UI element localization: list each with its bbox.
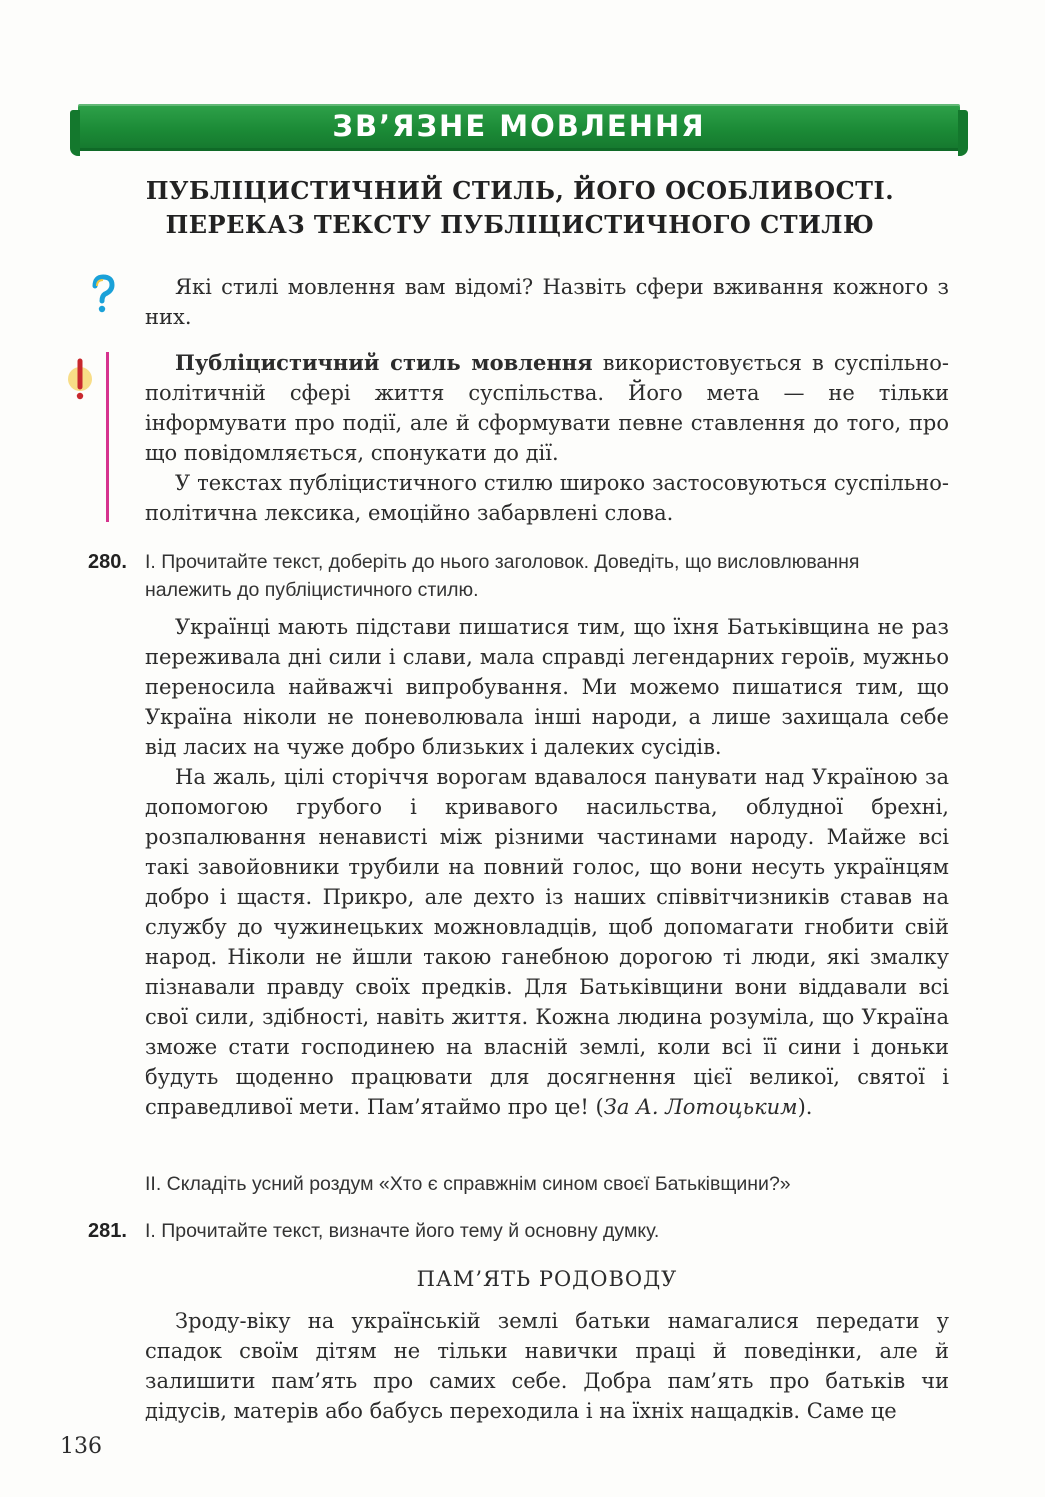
rule-definition	[145, 348, 949, 468]
exclamation-icon	[66, 355, 100, 405]
section-banner	[78, 104, 960, 148]
exercise-281-task: І. Прочитайте текст, визначте його тему й основну думку.	[145, 1220, 660, 1242]
exercise-281-number: 281.	[88, 1220, 127, 1242]
rule-definition-text: використовується в суспільно-політичній сфері життя суспільства. Його мета — не тільки інформувати про події, але й сформувати певне ставлення до того, про що повідомляється, спонукати до дії.	[145, 351, 950, 465]
page-number: 136	[60, 1434, 102, 1459]
question-text: Які стилі мовлення вам відомі? Назвіть сфери вживання кожного з них.	[145, 275, 949, 329]
lesson-heading-line-1: ПУБЛІЦИСТИЧНИЙ СТИЛЬ, ЙОГО ОСОБЛИВОСТІ.	[145, 176, 895, 205]
rule-term: Публіцистичний стиль мовлення	[175, 350, 593, 375]
lesson-heading-line-2: ПЕРЕКАЗ ТЕКСТУ ПУБЛІЦИСТИЧНОГО СТИЛЮ	[165, 210, 875, 239]
section-banner-title: ЗВ’ЯЗНЕ МОВЛЕННЯ	[332, 109, 706, 143]
text-title: ПАМ’ЯТЬ РОДОВОДУ	[416, 1267, 678, 1291]
exercise-280-number: 280.	[88, 551, 127, 573]
source-author: За А. Лотоцьким	[603, 1095, 798, 1119]
exercise-280-task: І. Прочитайте текст, доберіть до нього заголовок. Доведіть, що висловлювання належить до публіцистичного стилю.	[145, 551, 860, 601]
exercise-280-paragraph-1: Українці мають підстави пишатися тим, що їхня Батьківщина не раз переживала дні сили і слави, мала справді легендарних героїв, мужньо переносила найважчі випробування. Ми можемо пишатися тим, що Україна ніколи не поневолювала інші народи, а лише захищала себе від ласих на чуже добро близьких і далеких сусідів.	[145, 615, 949, 759]
exercise-280-task-2: ІІ. Складіть усний роздум «Хто є справжнім сином своєї Батьківщини?»	[145, 1173, 791, 1195]
exercise-281-paragraph-1: Зроду-віку на українській землі батьки намагалися передати у спадок своїм дітям не тільки навички праці й поведінки, але й залишити пам’ять про самих себе. Добра пам’ять про батьків чи дідусів, матерів або бабусь переходила і на їхніх нащадків. Саме це	[145, 1309, 949, 1423]
exercise-280-paragraph-2	[145, 762, 949, 1122]
rule-marker-bar	[106, 352, 109, 522]
source-open: (	[595, 1095, 604, 1119]
source-close: ).	[797, 1095, 813, 1119]
exercise-280-paragraph-2-text: На жаль, цілі сторіччя ворогам вдавалося панувати над Україною за допомогою грубого і кривавого насильства, облудної брехні, розпалювання ненависті між різними частинами народу. Майже всі такі завойовники трубили на повний голос, що вони несуть українцям добро і щастя. Прикро, але дехто із наших співвітчизників ставав на службу до чужинецьких можновладців, щоб допомагати гнобити свій народ. Ніколи не йшли такою ганебною дорогою ті люди, які змалку пізнавали правду своїх предків. Для Батьківщини вони віддавали всі свої сили, здібності, навіть життя. Кожна людина розуміла, що Україна зможе стати господинею на власній землі, коли всі її сини і доньки будуть щоденно працювати для досягнення цієї великої, святої і справедливої мети. Пам’ятаймо про це!	[145, 765, 949, 1119]
rule-paragraph-2: У текстах публіцистичного стилю широко застосовуються суспільно-політична лексика, емоційно забарвлені слова.	[145, 471, 949, 525]
question-icon	[88, 274, 118, 314]
